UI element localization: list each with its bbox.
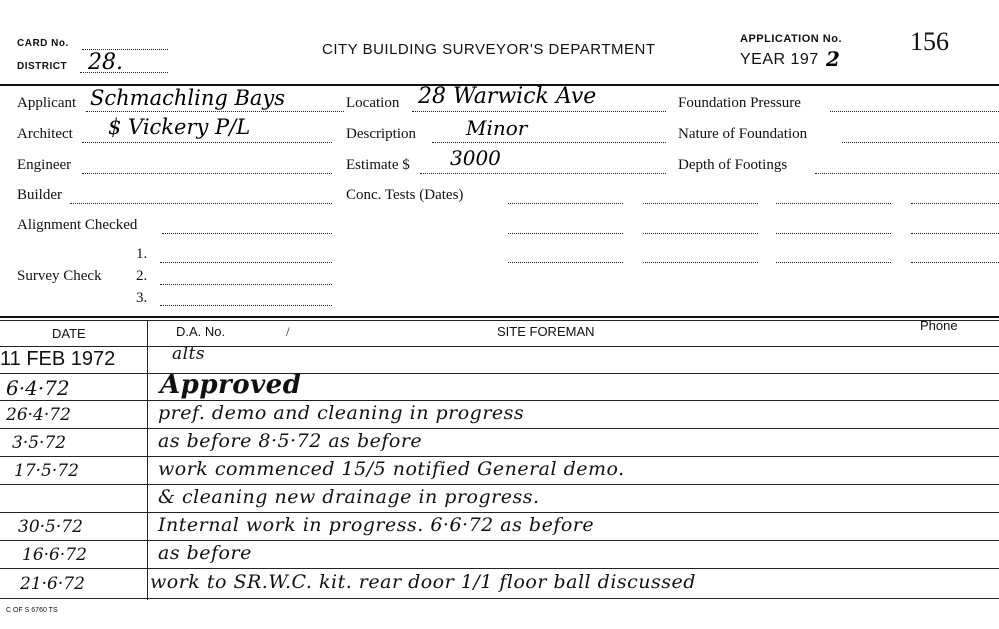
architect-label: Architect — [17, 126, 73, 142]
description-label: Description — [346, 126, 416, 142]
estimate-value: 3000 — [450, 146, 501, 170]
nature-foundation-label: Nature of Foundation — [678, 126, 808, 142]
table-row-6-date: 30·5·72 — [18, 517, 83, 537]
conc-tests-label: Conc. Tests (Dates) — [346, 187, 464, 203]
table-row-8-text: work to SR.W.C. kit. rear door 1/1 floor ball discussed — [150, 571, 696, 593]
conc-test-line — [776, 262, 891, 263]
location-value: 28 Warwick Ave — [418, 84, 597, 109]
da-header: D.A. No. — [176, 324, 226, 339]
card-no-label: CARD No. — [17, 38, 69, 49]
table-row-4-text: work commenced 15/5 notified General demo. — [158, 458, 625, 480]
table-row-1-date: 6·4·72 — [6, 376, 70, 400]
row-line — [0, 456, 999, 457]
row-line — [0, 484, 999, 485]
location-label: Location — [346, 95, 400, 111]
conc-test-line — [508, 262, 623, 263]
table-row-0-date: 11 FEB 1972 — [0, 348, 116, 370]
builder-line — [70, 203, 332, 204]
applicant-label: Applicant — [17, 95, 77, 111]
description-value: Minor — [466, 116, 528, 140]
phone-header: Phone — [920, 318, 958, 333]
conc-test-line — [508, 203, 623, 204]
architect-line — [82, 142, 332, 143]
table-row-2-date: 26·4·72 — [6, 405, 71, 425]
description-line — [432, 142, 666, 143]
builder-label: Builder — [17, 187, 62, 203]
estimate-label: Estimate $ — [346, 157, 410, 173]
survey-line — [160, 262, 332, 263]
estimate-line — [420, 173, 666, 174]
survey-num-1: 1. — [136, 246, 148, 262]
table-row-1-text: Approved — [160, 370, 302, 400]
conc-test-line — [643, 233, 758, 234]
table-row-3-text: as before 8·5·72 as before — [158, 430, 423, 452]
da-slash: / — [286, 324, 290, 339]
application-number: 156 — [910, 27, 949, 56]
conc-test-line — [776, 233, 891, 234]
table-row-6-text: Internal work in progress. 6·6·72 as before — [158, 514, 595, 536]
date-column-divider — [147, 320, 148, 600]
district-value: 28. — [88, 50, 123, 75]
row-line — [0, 373, 999, 374]
table-row-5-text: & cleaning new drainage in progress. — [158, 486, 540, 508]
table-row-7-text: as before — [158, 542, 252, 564]
table-top-rule — [0, 316, 999, 318]
form-code: C OF S 6760 TS — [6, 607, 58, 614]
table-row-2-text: pref. demo and cleaning in progress — [158, 402, 525, 424]
table-row-0-text: alts — [172, 344, 206, 364]
year-digit: 2 — [826, 47, 840, 71]
foundation-pressure-line — [830, 111, 999, 112]
conc-test-line — [911, 233, 999, 234]
engineer-line — [82, 173, 332, 174]
conc-test-line — [911, 262, 999, 263]
application-label: APPLICATION No. — [740, 33, 843, 45]
department-title: CITY BUILDING SURVEYOR'S DEPARTMENT — [322, 41, 656, 58]
engineer-label: Engineer — [17, 157, 72, 173]
table-row-3-date: 3·5·72 — [12, 433, 67, 453]
architect-value: $ Vickery P/L — [108, 115, 251, 139]
survey-num-3: 3. — [136, 290, 148, 306]
conc-test-line — [643, 203, 758, 204]
table-row-7-date: 16·6·72 — [22, 545, 87, 565]
row-line — [0, 512, 999, 513]
row-line — [0, 428, 999, 429]
depth-footings-line — [815, 173, 999, 174]
depth-footings-label: Depth of Footings — [678, 157, 788, 173]
alignment-label: Alignment Checked — [17, 217, 138, 233]
table-row-4-date: 17·5·72 — [14, 461, 79, 481]
foundation-pressure-label: Foundation Pressure — [678, 95, 801, 111]
site-foreman-header: SITE FOREMAN — [497, 324, 595, 339]
survey-label: Survey Check — [17, 268, 102, 284]
table-row-8-date: 21·6·72 — [20, 574, 85, 594]
district-label: DISTRICT — [17, 61, 68, 72]
header-bottom-rule — [0, 346, 999, 347]
nature-foundation-line — [842, 142, 999, 143]
row-line — [0, 598, 999, 599]
table-top-rule-2 — [0, 320, 999, 321]
date-header: DATE — [52, 326, 86, 341]
conc-test-line — [776, 203, 891, 204]
survey-num-2: 2. — [136, 268, 148, 284]
applicant-value: Schmachling Bays — [90, 86, 286, 110]
alignment-line — [162, 233, 332, 234]
row-line — [0, 400, 999, 401]
conc-test-line — [911, 203, 999, 204]
row-line — [0, 540, 999, 541]
conc-test-line — [643, 262, 758, 263]
applicant-line — [86, 111, 344, 112]
row-line — [0, 568, 999, 569]
survey-line — [160, 305, 332, 306]
conc-test-line — [508, 233, 623, 234]
survey-line — [160, 284, 332, 285]
location-line — [412, 111, 666, 112]
year-label: YEAR 197 — [740, 51, 819, 68]
